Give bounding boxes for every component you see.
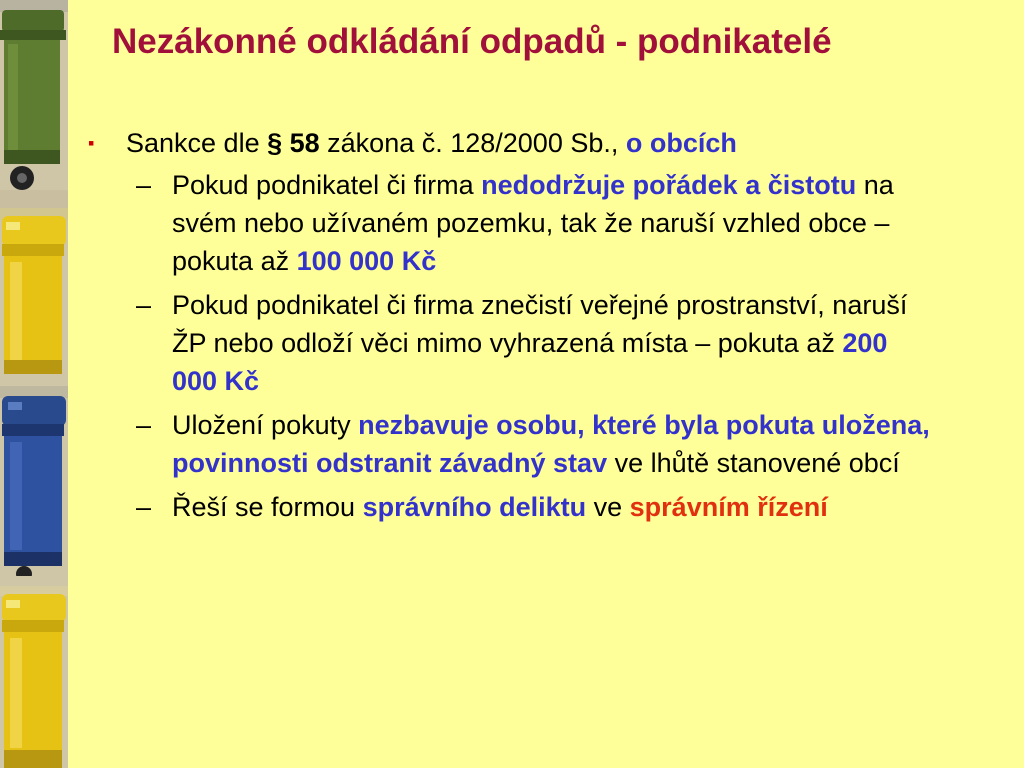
sub-point-cleanliness <box>136 166 932 280</box>
dash-bullet-icon: – <box>136 170 152 200</box>
sub-point-emphasis: nezbavuje osobu, které byla pokuta uložena, povinnosti odstranit závadný stav <box>172 410 930 478</box>
dash-bullet-icon: – <box>136 410 152 440</box>
yellow-bin-icon <box>0 586 68 768</box>
sub-point-text: ve lhůtě stanovené obcí <box>607 448 900 478</box>
sub-point-pollution <box>136 286 932 400</box>
main-point-section: § 58 <box>267 128 320 158</box>
main-bullet-point <box>86 124 986 162</box>
main-point-law-name: o obcích <box>625 128 737 158</box>
blue-bin-icon <box>0 386 68 588</box>
sub-point-text: Pokud podnikatel či firma znečistí veřejné prostranství, naruší ŽP nebo odloží věci mimo vyhrazená místa – pokuta až <box>172 290 908 358</box>
sub-point-emphasis-red: správním řízení <box>629 492 828 522</box>
fine-amount: 200 000 Kč <box>172 328 888 396</box>
sub-point-text: ve <box>586 492 630 522</box>
waste-bins-illustration <box>0 0 68 768</box>
sub-point-text: Řeší se formou <box>172 492 363 522</box>
sub-point-procedure <box>136 488 932 526</box>
main-point-middle: zákona č. 128/2000 Sb., <box>319 128 626 158</box>
yellow-bin-icon <box>0 208 68 388</box>
square-bullet-icon: ▪ <box>88 133 95 153</box>
sub-point-emphasis: správního deliktu <box>362 492 587 522</box>
sub-point-text: Uložení pokuty <box>172 410 359 440</box>
slide-content <box>86 124 986 532</box>
fine-amount: 100 000 Kč <box>296 246 437 276</box>
dash-bullet-icon: – <box>136 492 152 522</box>
main-point-prefix: Sankce dle <box>126 128 268 158</box>
slide-title: Nezákonné odkládání odpadů - podnikatelé <box>112 22 832 61</box>
waste-bins-image <box>0 0 68 768</box>
sub-point-emphasis: nedodržuje pořádek a čistotu <box>481 170 857 200</box>
sub-point-text: Pokud podnikatel či firma <box>172 170 482 200</box>
dash-bullet-icon: – <box>136 290 152 320</box>
sub-point-obligation <box>136 406 932 482</box>
sub-point-text: na svém nebo užívaném pozemku, tak že naruší vzhled obce – pokuta až <box>172 170 894 276</box>
